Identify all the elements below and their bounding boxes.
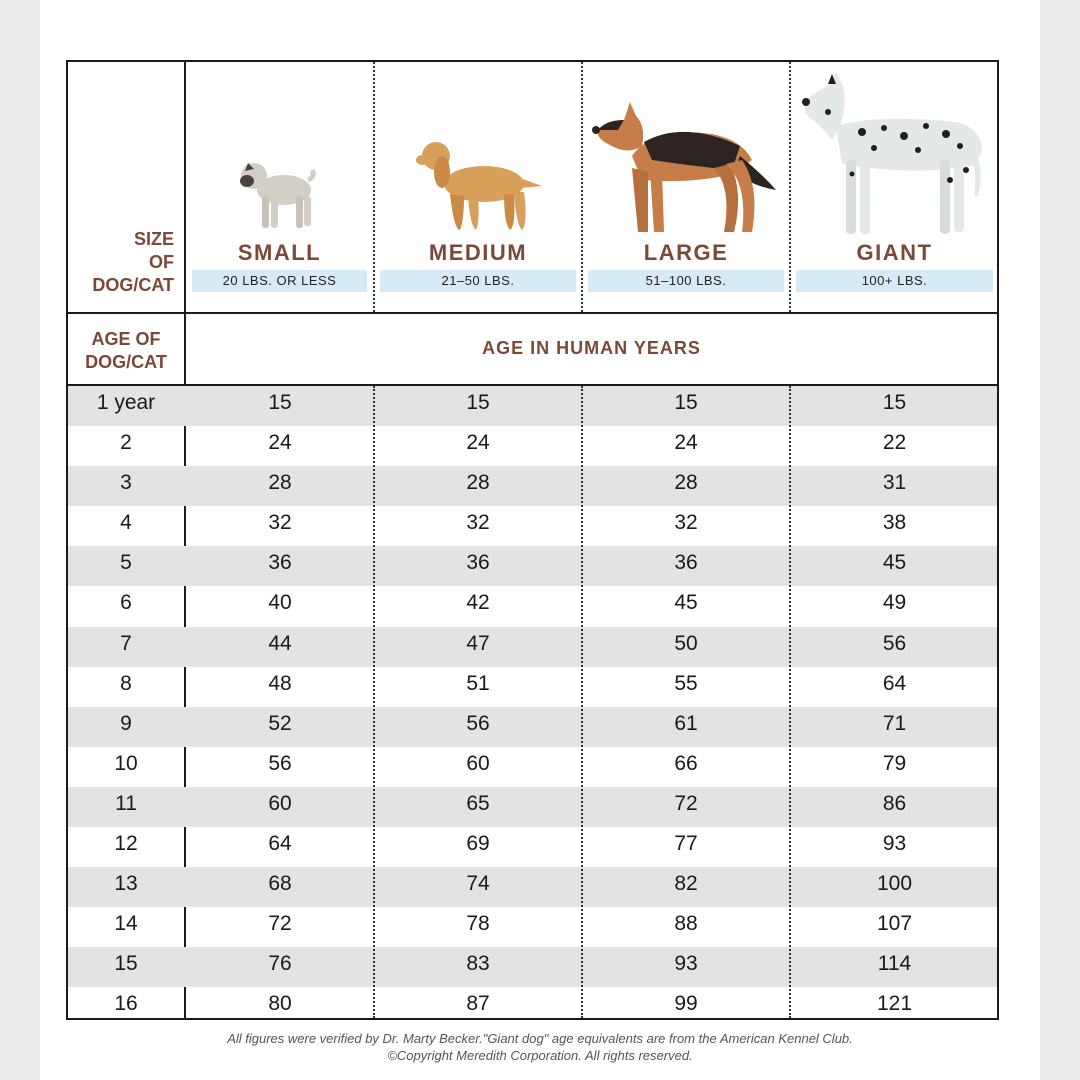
human-age-cell: 42	[466, 591, 490, 615]
age-label-line: AGE OF	[91, 329, 161, 349]
human-age-cell: 86	[882, 791, 907, 815]
human-age-cell: 51	[466, 671, 490, 695]
dog-age-cell: 2	[120, 431, 132, 455]
human-age-cell: 28	[466, 471, 490, 495]
human-age-cell: 36	[268, 551, 292, 575]
human-age-cell: 22	[882, 431, 907, 455]
column-divider	[373, 386, 375, 1018]
table-row	[68, 867, 997, 907]
human-age-cell: 15	[268, 391, 292, 414]
size-name: MEDIUM	[428, 240, 528, 265]
size-column-large	[582, 62, 790, 312]
human-age-cell: 72	[674, 791, 698, 815]
human-age-cell: 60	[466, 751, 490, 775]
human-age-cell: 68	[268, 872, 292, 896]
footer-copyright: ©Copyright Meredith Corporation. All rights reserved.	[387, 1048, 693, 1063]
human-age-cell: 79	[882, 751, 907, 775]
table-row	[68, 426, 997, 466]
size-column-giant	[790, 62, 999, 312]
dog-age-cell: 15	[114, 952, 138, 976]
human-age-cell: 77	[674, 832, 698, 856]
dog-age-cell: 9	[120, 711, 132, 735]
dog-age-cell: 8	[120, 671, 132, 695]
human-age-cell: 71	[882, 711, 907, 735]
human-age-cell: 24	[674, 431, 698, 455]
human-age-cell: 15	[466, 391, 490, 414]
human-age-cell: 107	[876, 912, 913, 936]
human-age-cell: 82	[674, 872, 698, 896]
column-divider	[789, 386, 791, 1018]
weight-range: 21–50 LBS.	[380, 270, 576, 292]
dog-age-cell: 10	[114, 751, 138, 775]
human-age-cell: 32	[466, 511, 490, 535]
size-of-dog-label	[92, 228, 174, 297]
size-column-small	[186, 62, 373, 312]
table-row	[68, 947, 997, 987]
human-age-cell: 15	[674, 391, 698, 414]
age-label-line: DOG/CAT	[85, 352, 167, 372]
table-row	[68, 987, 997, 1027]
human-age-cell: 78	[466, 912, 490, 936]
human-age-cell: 64	[268, 832, 292, 856]
human-age-cell: 72	[268, 912, 292, 936]
dog-age-cell: 6	[120, 591, 132, 615]
human-age-cell: 32	[268, 511, 292, 535]
human-age-cell: 69	[466, 832, 490, 856]
human-age-cell: 64	[882, 671, 907, 695]
weight-range: 100+ LBS.	[796, 270, 993, 292]
human-age-cell: 36	[674, 551, 698, 575]
age-in-human-years-label: AGE IN HUMAN YEARS	[482, 338, 701, 358]
table-row	[68, 586, 997, 626]
human-age-cell: 87	[466, 992, 490, 1016]
size-label-line: SIZE	[133, 229, 174, 249]
human-age-cell: 121	[876, 992, 913, 1016]
human-age-cell: 60	[268, 791, 292, 815]
human-age-cell: 61	[674, 711, 698, 735]
dog-age-cell: 12	[114, 832, 138, 856]
human-age-cell: 40	[268, 591, 292, 615]
age-rows	[68, 386, 997, 1028]
table-row	[68, 386, 997, 426]
human-age-cell: 99	[674, 992, 698, 1016]
age-of-dog-label	[68, 328, 184, 374]
footer-credit: All figures were verified by Dr. Marty Becker."Giant dog" age equivalents are from the American Kennel Club.	[227, 1031, 853, 1046]
human-age-cell: 56	[268, 751, 292, 775]
human-age-cell: 74	[466, 872, 490, 896]
size-name: GIANT	[856, 240, 933, 265]
pug-icon	[238, 154, 320, 236]
human-age-cell: 83	[466, 952, 490, 976]
dog-age-cell: 1 year	[96, 391, 156, 414]
human-age-cell: 32	[674, 511, 698, 535]
great-dane-icon	[800, 70, 990, 240]
weight-range: 20 LBS. OR LESS	[192, 270, 367, 292]
table-row	[68, 747, 997, 787]
human-age-cell: 24	[268, 431, 292, 455]
table-row	[68, 506, 997, 546]
size-label-line: OF	[149, 252, 174, 272]
human-age-cell: 76	[268, 952, 292, 976]
dog-age-cell: 14	[114, 912, 138, 936]
size-name: SMALL	[237, 240, 322, 265]
header-divider	[68, 312, 997, 314]
table-row	[68, 707, 997, 747]
dog-age-cell: 16	[114, 992, 138, 1016]
human-age-cell: 52	[268, 711, 292, 735]
human-age-cell: 31	[882, 471, 907, 495]
human-age-cell: 24	[466, 431, 490, 455]
table-row	[68, 546, 997, 586]
human-age-cell: 36	[466, 551, 490, 575]
human-age-cell: 93	[882, 832, 907, 856]
table-row	[68, 627, 997, 667]
human-age-cell: 114	[877, 952, 912, 976]
weight-range: 51–100 LBS.	[588, 270, 784, 292]
table-row	[68, 667, 997, 707]
dog-age-cell: 4	[120, 511, 132, 535]
spaniel-icon	[416, 138, 542, 236]
table-row	[68, 827, 997, 867]
dog-age-cell: 3	[120, 471, 132, 495]
human-age-cell: 44	[268, 631, 292, 655]
human-age-cell: 66	[674, 751, 698, 775]
human-age-cell: 50	[674, 631, 698, 655]
human-age-cell: 93	[674, 952, 698, 976]
table-row	[68, 787, 997, 827]
human-age-cell: 28	[268, 471, 292, 495]
table-row	[68, 466, 997, 506]
human-age-cell: 65	[466, 791, 490, 815]
shepherd-icon	[592, 98, 778, 238]
human-age-cell: 45	[674, 591, 698, 615]
human-age-cell: 49	[882, 591, 907, 615]
human-age-cell: 80	[268, 992, 292, 1016]
human-age-cell: 56	[466, 711, 490, 735]
size-name: LARGE	[643, 240, 729, 265]
human-age-cell: 55	[674, 671, 698, 695]
human-age-cell: 88	[674, 912, 698, 936]
human-age-cell: 38	[882, 511, 907, 535]
human-age-cell: 56	[882, 631, 907, 655]
size-label-line: DOG/CAT	[92, 275, 174, 295]
dog-age-cell: 5	[120, 551, 132, 575]
human-age-cell: 47	[466, 631, 490, 655]
column-divider	[581, 386, 583, 1018]
dog-age-cell: 7	[120, 631, 132, 655]
human-age-cell: 45	[882, 551, 907, 575]
human-age-cell: 100	[876, 872, 913, 896]
human-age-cell: 28	[674, 471, 698, 495]
size-column-medium	[374, 62, 582, 312]
human-age-cell: 15	[882, 391, 907, 414]
dog-age-cell: 11	[115, 791, 137, 815]
dog-age-table	[66, 60, 999, 1020]
human-age-cell: 48	[268, 671, 292, 695]
dog-age-cell: 13	[114, 872, 138, 896]
table-row	[68, 907, 997, 947]
